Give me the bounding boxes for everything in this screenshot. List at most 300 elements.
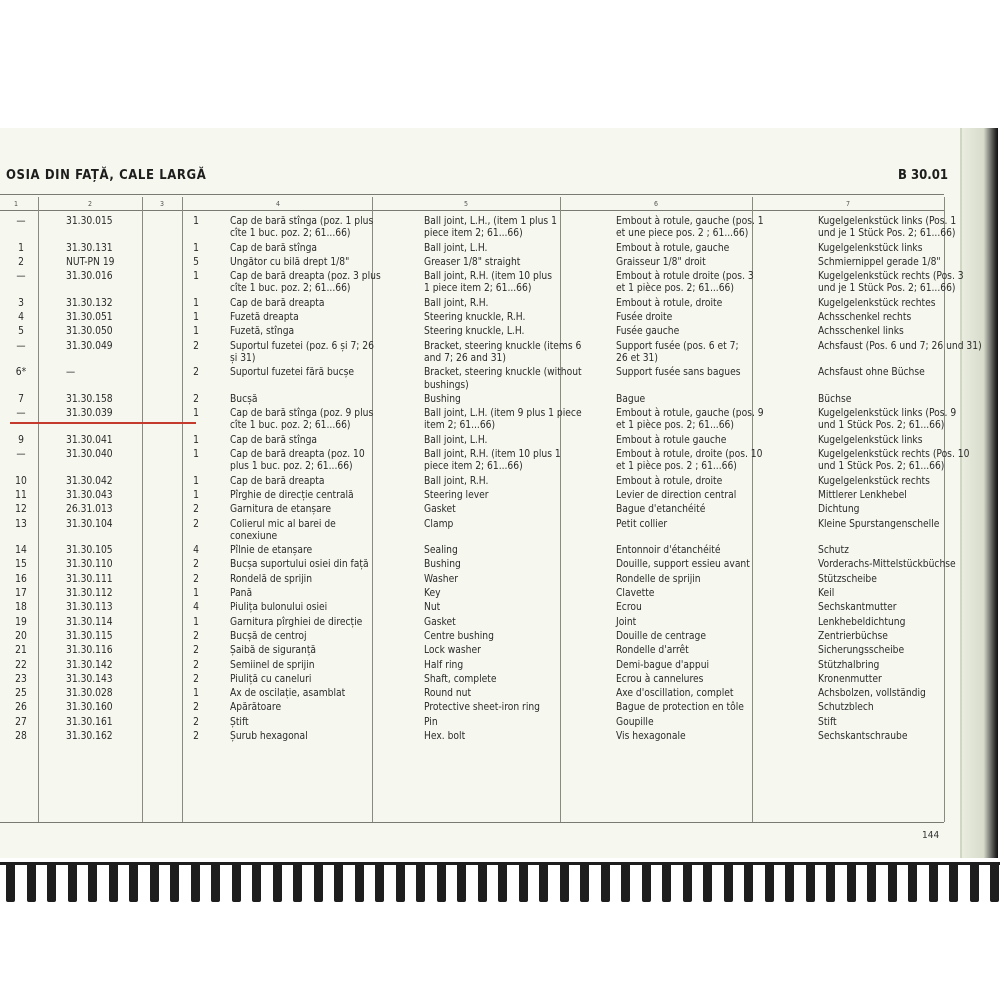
table-row [0, 688, 996, 702]
binding-ring [867, 862, 876, 902]
table-row [0, 674, 996, 688]
quantity-cell: 2 [193, 702, 199, 714]
english-name-cell: Sealing [424, 545, 458, 557]
quantity-cell: 2 [193, 630, 199, 642]
binding-ring [703, 862, 712, 902]
parts-table [0, 216, 996, 745]
french-name-cell: Embout à rotule, gauche (pos. 9 et 1 pièce pos. 2; 61...66) [616, 408, 764, 432]
quantity-cell: 1 [193, 297, 199, 309]
table-row [0, 545, 996, 559]
german-name-cell: Kugelgelenkstück rechtes [818, 297, 936, 309]
german-name-cell: Stift [818, 716, 837, 728]
english-name-cell: Ball joint, R.H. [424, 475, 489, 487]
french-name-cell: Fusée droite [616, 312, 673, 324]
part-code-cell: 31.30.049 [66, 340, 113, 352]
english-name-cell: Centre bushing [424, 630, 494, 642]
position-cell: 28 [15, 730, 27, 742]
table-row [0, 559, 996, 573]
french-name-cell: Embout à rotule, droite (pos. 10 et 1 pièce pos. 2 ; 61...66) [616, 449, 763, 473]
quantity-cell: 2 [193, 340, 199, 352]
part-code-cell: 31.30.051 [66, 312, 113, 324]
position-cell: 23 [15, 673, 27, 685]
romanian-name-cell: Rondelă de sprijin [230, 573, 313, 585]
column-number: 4 [276, 200, 281, 208]
page-header [0, 166, 960, 190]
english-name-cell: Half ring [424, 659, 464, 671]
part-code-cell: 31.30.040 [66, 449, 113, 461]
binding-ring [273, 862, 282, 902]
english-name-cell: Washer [424, 573, 459, 585]
quantity-cell: 2 [193, 559, 199, 571]
position-cell: 9 [18, 434, 24, 446]
binding-ring [970, 862, 979, 902]
romanian-name-cell: Bucșă [230, 393, 258, 405]
english-name-cell: Steering lever [424, 489, 489, 501]
german-name-cell: Büchse [818, 393, 852, 405]
romanian-name-cell: Bucșă de centroj [230, 630, 307, 642]
part-code-cell: 31.30.104 [66, 518, 113, 530]
binding-ring [396, 862, 405, 902]
table-row [0, 312, 996, 326]
position-cell: — [16, 408, 26, 420]
french-name-cell: Ecrou à cannelures [616, 673, 704, 685]
table-row [0, 702, 996, 716]
binding-ring [990, 862, 999, 902]
table-row [0, 588, 996, 602]
romanian-name-cell: Bucșa suportului osiei din față [230, 559, 369, 571]
quantity-cell: 1 [193, 271, 199, 283]
table-row [0, 717, 996, 731]
table-row [0, 298, 996, 312]
bottom-rule [0, 822, 944, 823]
part-code-cell: 31.30.111 [66, 573, 113, 585]
french-name-cell: Bague de protection en tôle [616, 702, 744, 714]
table-row [0, 574, 996, 588]
position-cell: 12 [15, 504, 27, 516]
romanian-name-cell: Piuliță cu caneluri [230, 673, 312, 685]
part-code-cell: 31.30.105 [66, 545, 113, 557]
french-name-cell: Entonnoir d'étanchéité [616, 545, 721, 557]
german-name-cell: Achsfaust ohne Büchse [818, 367, 925, 379]
table-row [0, 504, 996, 518]
french-name-cell: Douille, support essieu avant [616, 559, 750, 571]
binding-ring [806, 862, 815, 902]
german-name-cell: Kronenmutter [818, 673, 882, 685]
binding-ring [765, 862, 774, 902]
binding-ring [416, 862, 425, 902]
position-cell: — [16, 271, 26, 283]
english-name-cell: Bracket, steering knuckle (without bushings) [424, 367, 582, 391]
binding-ring [785, 862, 794, 902]
french-name-cell: Embout à rotule, droite [616, 475, 723, 487]
german-name-cell: Stützscheibe [818, 573, 877, 585]
table-row [0, 645, 996, 659]
position-cell: 13 [15, 518, 27, 530]
romanian-name-cell: Cap de bară dreapta (poz. 3 plus cîte 1 buc. poz. 2; 61...66) [230, 271, 381, 295]
english-name-cell: Greaser 1/8" straight [424, 256, 521, 268]
french-name-cell: Embout à rotule, gauche [616, 242, 730, 254]
table-row [0, 257, 996, 271]
part-code-cell: 31.30.116 [66, 645, 113, 657]
german-name-cell: Sechskantmutter [818, 602, 897, 614]
french-name-cell: Ecrou [616, 602, 642, 614]
binding-ring [68, 862, 77, 902]
table-row [0, 660, 996, 674]
romanian-name-cell: Pîrghie de direcție centrală [230, 489, 354, 501]
binding-ring [191, 862, 200, 902]
french-name-cell: Goupille [616, 716, 654, 728]
part-code-cell: 31.30.162 [66, 730, 113, 742]
binding-ring [293, 862, 302, 902]
german-name-cell: Sicherungsscheibe [818, 645, 905, 657]
header-rule [0, 194, 944, 195]
binding-ring [642, 862, 651, 902]
part-code-cell: NUT-PN 19 [66, 256, 115, 268]
german-name-cell: Dichtung [818, 504, 860, 516]
binding-ring [601, 862, 610, 902]
english-name-cell: Gasket [424, 616, 456, 628]
romanian-name-cell: Cap de bară stînga [230, 434, 318, 446]
german-name-cell: Sechskantschraube [818, 730, 908, 742]
romanian-name-cell: Garnitura de etanșare [230, 504, 331, 516]
part-code-cell: 31.30.131 [66, 242, 113, 254]
binding-ring [109, 862, 118, 902]
binding-ring [724, 862, 733, 902]
part-code-cell: 31.30.160 [66, 702, 113, 714]
english-name-cell: Gasket [424, 504, 456, 516]
binding-ring [47, 862, 56, 902]
french-name-cell: Bague d'etanchéité [616, 504, 706, 516]
binding-ring [27, 862, 36, 902]
page-title: OSIA DIN FAȚĂ, CALE LARGĂ [6, 168, 207, 183]
binding-ring [908, 862, 917, 902]
quantity-cell: 1 [193, 449, 199, 461]
binding-ring [683, 862, 692, 902]
english-name-cell: Clamp [424, 518, 454, 530]
binding-ring [252, 862, 261, 902]
german-name-cell: Kugelgelenkstück rechts (Pos. 3 und je 1 Stück Pos. 2; 61...66) [818, 271, 964, 295]
binding-ring [580, 862, 589, 902]
part-code-cell: 26.31.013 [66, 504, 113, 516]
binding-ring [539, 862, 548, 902]
german-name-cell: Achsfaust (Pos. 6 und 7; 26 und 31) [818, 340, 982, 352]
position-cell: 3 [18, 297, 24, 309]
part-code-cell: 31.30.112 [66, 588, 113, 600]
binding-ring [478, 862, 487, 902]
german-name-cell: Kleine Spurstangenschelle [818, 518, 940, 530]
position-cell: — [16, 449, 26, 461]
table-row [0, 243, 996, 257]
english-name-cell: Steering knuckle, L.H. [424, 326, 525, 338]
position-cell: 5 [18, 326, 24, 338]
german-name-cell: Vorderachs-Mittelstückbüchse [818, 559, 956, 571]
german-name-cell: Achsschenkel links [818, 326, 904, 338]
quantity-cell: 1 [193, 434, 199, 446]
binding-ring [129, 862, 138, 902]
quantity-cell: 2 [193, 393, 199, 405]
english-name-cell: Steering knuckle, R.H. [424, 312, 526, 324]
french-name-cell: Embout à rotule, droite [616, 297, 723, 309]
romanian-name-cell: Ax de oscilație, asamblat [230, 688, 346, 700]
english-name-cell: Round nut [424, 688, 472, 700]
french-name-cell: Douille de centrage [616, 630, 706, 642]
column-number: 2 [88, 200, 93, 208]
table-row [0, 519, 996, 546]
german-name-cell: Keil [818, 588, 835, 600]
french-name-cell: Demi-bague d'appui [616, 659, 710, 671]
quantity-cell: 2 [193, 573, 199, 585]
french-name-cell: Graisseur 1/8" droit [616, 256, 706, 268]
english-name-cell: Ball joint, R.H. (item 10 plus 1 piece item 2; 61...66) [424, 271, 552, 295]
table-row [0, 602, 996, 616]
table-row [0, 617, 996, 631]
french-name-cell: Rondelle de sprijin [616, 573, 701, 585]
french-name-cell: Rondelle d'arrêt [616, 645, 689, 657]
binding-ring [6, 862, 15, 902]
french-name-cell: Embout à rotule, gauche (pos. 1 et une piece pos. 2 ; 61...66) [616, 216, 764, 240]
part-code-cell: 31.30.015 [66, 216, 113, 227]
english-name-cell: Ball joint, R.H. [424, 297, 489, 309]
part-code-cell: 31.30.050 [66, 326, 113, 338]
binding-ring [744, 862, 753, 902]
position-cell: 15 [15, 559, 27, 571]
romanian-name-cell: Suportul fuzetei (poz. 6 și 7; 26 și 31) [230, 340, 374, 364]
french-name-cell: Support fusée sans bagues [616, 367, 741, 379]
part-code-cell: 31.30.028 [66, 688, 113, 700]
table-row [0, 394, 996, 408]
part-code-cell: 31.30.113 [66, 602, 113, 614]
romanian-name-cell: Piulița bulonului osiei [230, 602, 328, 614]
english-name-cell: Ball joint, L.H. [424, 434, 488, 446]
romanian-name-cell: Garnitura pîrghiei de direcție [230, 616, 363, 628]
position-cell: 26 [15, 702, 27, 714]
french-name-cell: Petit collier [616, 518, 668, 530]
part-code-cell: — [66, 367, 76, 379]
english-name-cell: Lock washer [424, 645, 481, 657]
english-name-cell: Pin [424, 716, 438, 728]
quantity-cell: 1 [193, 588, 199, 600]
red-underline-mark [10, 422, 196, 424]
french-name-cell: Embout à rotule gauche [616, 434, 727, 446]
binding-ring [621, 862, 630, 902]
position-cell: 18 [15, 602, 27, 614]
romanian-name-cell: Pîlnie de etanșare [230, 545, 313, 557]
position-cell: 11 [15, 489, 27, 501]
part-code-cell: 31.30.142 [66, 659, 113, 671]
binding-ring [519, 862, 528, 902]
german-name-cell: Zentrierbüchse [818, 630, 888, 642]
english-name-cell: Bracket, steering knuckle (items 6 and 7; 26 and 31) [424, 340, 582, 364]
column-number: 7 [846, 200, 851, 208]
german-name-cell: Kugelgelenkstück links [818, 242, 923, 254]
binding-ring [232, 862, 241, 902]
column-number: 5 [464, 200, 469, 208]
quantity-cell: 4 [193, 545, 199, 557]
table-row [0, 326, 996, 340]
table-row [0, 490, 996, 504]
quantity-cell: 1 [193, 326, 199, 338]
binding-ring [662, 862, 671, 902]
position-cell: 1 [18, 242, 24, 254]
romanian-name-cell: Ungător cu bilă drept 1/8" [230, 256, 350, 268]
table-row [0, 435, 996, 449]
position-cell: 17 [15, 588, 27, 600]
position-cell: 27 [15, 716, 27, 728]
french-name-cell: Bague [616, 393, 646, 405]
quantity-cell: 2 [193, 645, 199, 657]
binding-ring [314, 862, 323, 902]
romanian-name-cell: Pană [230, 588, 253, 600]
romanian-name-cell: Cap de bară stînga [230, 242, 318, 254]
part-code-cell: 31.30.115 [66, 630, 113, 642]
english-name-cell: Nut [424, 602, 441, 614]
position-cell: 2 [18, 256, 24, 268]
quantity-cell: 1 [193, 408, 199, 420]
binding-ring [334, 862, 343, 902]
french-name-cell: Levier de direction central [616, 489, 737, 501]
binding-ring [826, 862, 835, 902]
romanian-name-cell: Apărătoare [230, 702, 282, 714]
table-row [0, 476, 996, 490]
german-name-cell: Achsschenkel rechts [818, 312, 912, 324]
german-name-cell: Schutzblech [818, 702, 874, 714]
french-name-cell: Support fusée (pos. 6 et 7; 26 et 31) [616, 340, 739, 364]
part-code-cell: 31.30.042 [66, 475, 113, 487]
french-name-cell: Clavette [616, 588, 655, 600]
table-row [0, 216, 996, 243]
binding-ring [437, 862, 446, 902]
romanian-name-cell: Cap de bară stînga (poz. 1 plus cîte 1 buc. poz. 2; 61...66) [230, 216, 374, 240]
quantity-cell: 2 [193, 716, 199, 728]
german-name-cell: Lenkhebeldichtung [818, 616, 906, 628]
quantity-cell: 5 [193, 256, 199, 268]
part-code-cell: 31.30.132 [66, 297, 113, 309]
romanian-name-cell: Șurub hexagonal [230, 730, 308, 742]
romanian-name-cell: Colierul mic al barei de conexiune [230, 518, 336, 542]
french-name-cell: Vis hexagonale [616, 730, 686, 742]
quantity-cell: 1 [193, 489, 199, 501]
romanian-name-cell: Cap de bară dreapta (poz. 10 plus 1 buc. poz. 2; 61...66) [230, 449, 365, 473]
part-code-cell: 31.30.161 [66, 716, 113, 728]
german-name-cell: Kugelgelenkstück rechts (Pos. 10 und 1 Stück Pos. 2; 61...66) [818, 449, 970, 473]
quantity-cell: 1 [193, 688, 199, 700]
romanian-name-cell: Cap de bară dreapta [230, 475, 325, 487]
quantity-cell: 2 [193, 730, 199, 742]
romanian-name-cell: Cap de bară dreapta [230, 297, 325, 309]
binding-ring [949, 862, 958, 902]
binding-ring [211, 862, 220, 902]
position-cell: 6* [15, 367, 27, 379]
quantity-cell: 2 [193, 504, 199, 516]
german-name-cell: Achsbolzen, vollständig [818, 688, 926, 700]
german-name-cell: Mittlerer Lenkhebel [818, 489, 907, 501]
part-code-cell: 31.30.158 [66, 393, 113, 405]
binding-ring [457, 862, 466, 902]
page-number: 144 [922, 830, 940, 841]
quantity-cell: 1 [193, 216, 199, 227]
quantity-cell: 2 [193, 659, 199, 671]
part-code-cell: 31.30.143 [66, 673, 113, 685]
table-row [0, 367, 996, 394]
german-name-cell: Schutz [818, 545, 849, 557]
quantity-cell: 4 [193, 602, 199, 614]
binding-ring [375, 862, 384, 902]
english-name-cell: Bushing [424, 393, 461, 405]
part-code-cell: 31.30.016 [66, 271, 113, 283]
table-row [0, 449, 996, 476]
section-code: B 30.01 [898, 168, 948, 183]
quantity-cell: 1 [193, 616, 199, 628]
table-row [0, 731, 996, 745]
romanian-name-cell: Fuzetă dreapta [230, 312, 299, 324]
position-cell: 14 [15, 545, 27, 557]
quantity-cell: 2 [193, 367, 199, 379]
position-cell: 10 [15, 475, 27, 487]
english-name-cell: Hex. bolt [424, 730, 466, 742]
position-cell: — [16, 216, 26, 227]
column-number: 1 [14, 200, 19, 208]
quantity-cell: 2 [193, 518, 199, 530]
romanian-name-cell: Șaibă de siguranță [230, 645, 317, 657]
binding-ring [150, 862, 159, 902]
position-cell: 16 [15, 573, 27, 585]
part-code-cell: 31.30.114 [66, 616, 113, 628]
romanian-name-cell: Semiinel de sprijin [230, 659, 315, 671]
quantity-cell: 1 [193, 312, 199, 324]
french-name-cell: Fusée gauche [616, 326, 680, 338]
part-code-cell: 31.30.039 [66, 408, 113, 420]
part-code-cell: 31.30.043 [66, 489, 113, 501]
english-name-cell: Bushing [424, 559, 461, 571]
quantity-cell: 1 [193, 242, 199, 254]
binding-ring [170, 862, 179, 902]
position-cell: 7 [18, 393, 24, 405]
position-cell: 21 [15, 645, 27, 657]
english-name-cell: Key [424, 588, 441, 600]
english-name-cell: Ball joint, L.H., (item 1 plus 1 piece item 2; 61...66) [424, 216, 557, 240]
spiral-binding [0, 862, 1000, 904]
english-name-cell: Protective sheet-iron ring [424, 702, 541, 714]
binding-ring [498, 862, 507, 902]
binding-ring [929, 862, 938, 902]
german-name-cell: Kugelgelenkstück links (Pos. 1 und je 1 Stück Pos. 2; 61...66) [818, 216, 957, 240]
french-name-cell: Joint [616, 616, 637, 628]
position-cell: 20 [15, 630, 27, 642]
table-row [0, 271, 996, 298]
romanian-name-cell: Suportul fuzetei fără bucșe [230, 367, 355, 379]
german-name-cell: Schmiernippel gerade 1/8" [818, 256, 941, 268]
english-name-cell: Shaft, complete [424, 673, 497, 685]
part-code-cell: 31.30.110 [66, 559, 113, 571]
binding-ring [88, 862, 97, 902]
column-numbers [0, 200, 944, 210]
french-name-cell: Axe d'oscillation, complet [616, 688, 734, 700]
part-code-cell: 31.30.041 [66, 434, 113, 446]
position-cell: 22 [15, 659, 27, 671]
romanian-name-cell: Cap de bară stînga (poz. 9 plus cîte 1 buc. poz. 2; 61...66) [230, 408, 374, 432]
table-row [0, 341, 996, 368]
quantity-cell: 1 [193, 475, 199, 487]
romanian-name-cell: Știft [230, 716, 249, 728]
german-name-cell: Stützhalbring [818, 659, 880, 671]
english-name-cell: Ball joint, L.H. (item 9 plus 1 piece item 2; 61...66) [424, 408, 582, 432]
german-name-cell: Kugelgelenkstück rechts [818, 475, 930, 487]
german-name-cell: Kugelgelenkstück links [818, 434, 923, 446]
binding-ring [355, 862, 364, 902]
french-name-cell: Embout à rotule droite (pos. 3 et 1 pièce pos. 2; 61...66) [616, 271, 754, 295]
column-number: 6 [654, 200, 659, 208]
position-cell: 19 [15, 616, 27, 628]
